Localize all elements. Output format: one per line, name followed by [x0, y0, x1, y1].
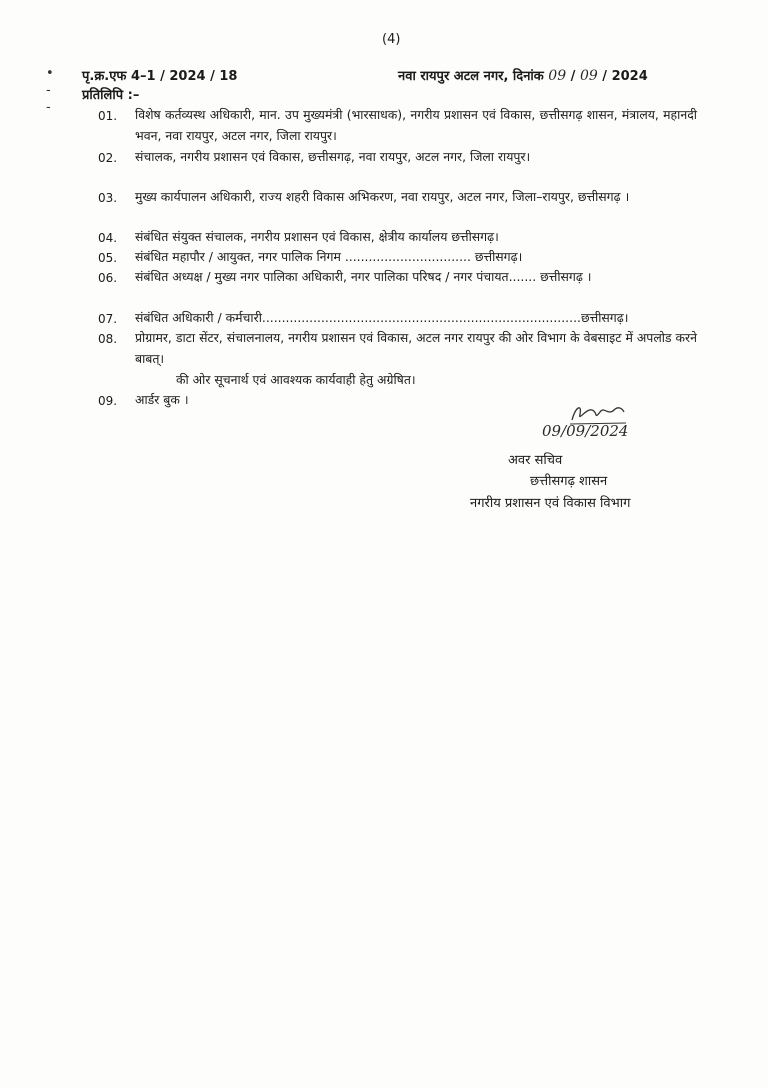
place-and-date: [398, 66, 648, 84]
list-item-number: 06.: [98, 271, 118, 285]
date-year: 2024: [611, 69, 648, 84]
date-month: 09: [579, 68, 598, 84]
list-item-number: 07.: [98, 312, 118, 326]
list-item-number: 02.: [98, 151, 118, 165]
forward-note: की ओर सूचनार्थ एवं आवश्यक कार्यवाही हेतु अग्रेषित।: [176, 372, 416, 387]
list-item-text: संबंधित महापौर / आयुक्त, नगर पालिक निगम ................................ छत्तीसगढ़।: [135, 249, 523, 264]
margin-mark: -: [46, 83, 51, 98]
list-item-text: प्रोग्रामर, डाटा सेंटर, संचालनालय, नगरीय प्रशासन एवं विकास, अटल नगर रायपुर की ओर विभाग के वेबसाइट में अपलोड करने बाबत्।: [135, 330, 697, 366]
page-number: (4): [382, 32, 401, 47]
list-item-number: 05.: [98, 251, 118, 265]
list-item-text: विशेष कर्तव्यस्थ अधिकारी, मान. उप मुख्यमंत्री (भारसाधक), नगरीय प्रशासन एवं विकास, छत्तीसगढ़ शासन, मंत्रालय, महानदी भवन, नवा रायपुर, अटल नगर, जिला रायपुर।: [135, 107, 697, 143]
signature-date: 09/09/2024: [542, 422, 629, 440]
list-item-number: 08.: [98, 332, 118, 346]
margin-bullet: •: [46, 66, 54, 81]
date-separator: /: [570, 69, 576, 84]
date-separator: /: [602, 69, 608, 84]
signatory-government: छत्तीसगढ़ शासन: [530, 474, 608, 489]
reference-number: पृ.क्र.एफ 4–1 / 2024 / 18: [82, 69, 238, 84]
signatory-department: नगरीय प्रशासन एवं विकास विभाग: [470, 496, 631, 511]
list-item-number: 01.: [98, 109, 118, 123]
list-item-text: संबंधित संयुक्त संचालक, नगरीय प्रशासन एवं विकास, क्षेत्रीय कार्यालय छत्तीसगढ़।: [135, 229, 499, 244]
list-item-text: मुख्य कार्यपालन अधिकारी, राज्य शहरी विकास अभिकरण, नवा रायपुर, अटल नगर, जिला–रायपुर, छत्तीसगढ़ ।: [135, 189, 630, 204]
signatory-designation: अवर सचिव: [508, 453, 563, 468]
list-item-text: संचालक, नगरीय प्रशासन एवं विकास, छत्तीसगढ़, नवा रायपुर, अटल नगर, जिला रायपुर।: [135, 149, 531, 164]
list-item-text: संबंधित अध्यक्ष / मुख्य नगर पालिका अधिकारी, नगर पालिका परिषद / नगर पंचायत....... छत्तीसगढ़ ।: [135, 269, 592, 284]
list-item-number: 09.: [98, 394, 118, 408]
list-item-number: 03.: [98, 191, 118, 205]
place-label: नवा रायपुर अटल नगर, दिनांक: [398, 69, 544, 84]
list-item-text: आर्डर बुक ।: [135, 392, 189, 407]
signature-block: [430, 400, 730, 520]
list-item-number: 04.: [98, 231, 118, 245]
list-item-text: संबंधित अधिकारी / कर्मचारी.................................................................................छत्तीसगढ़।: [135, 310, 629, 325]
copy-to-label: प्रतिलिपि :–: [82, 88, 140, 103]
date-day: 09: [548, 68, 567, 84]
margin-mark: -: [46, 100, 51, 115]
